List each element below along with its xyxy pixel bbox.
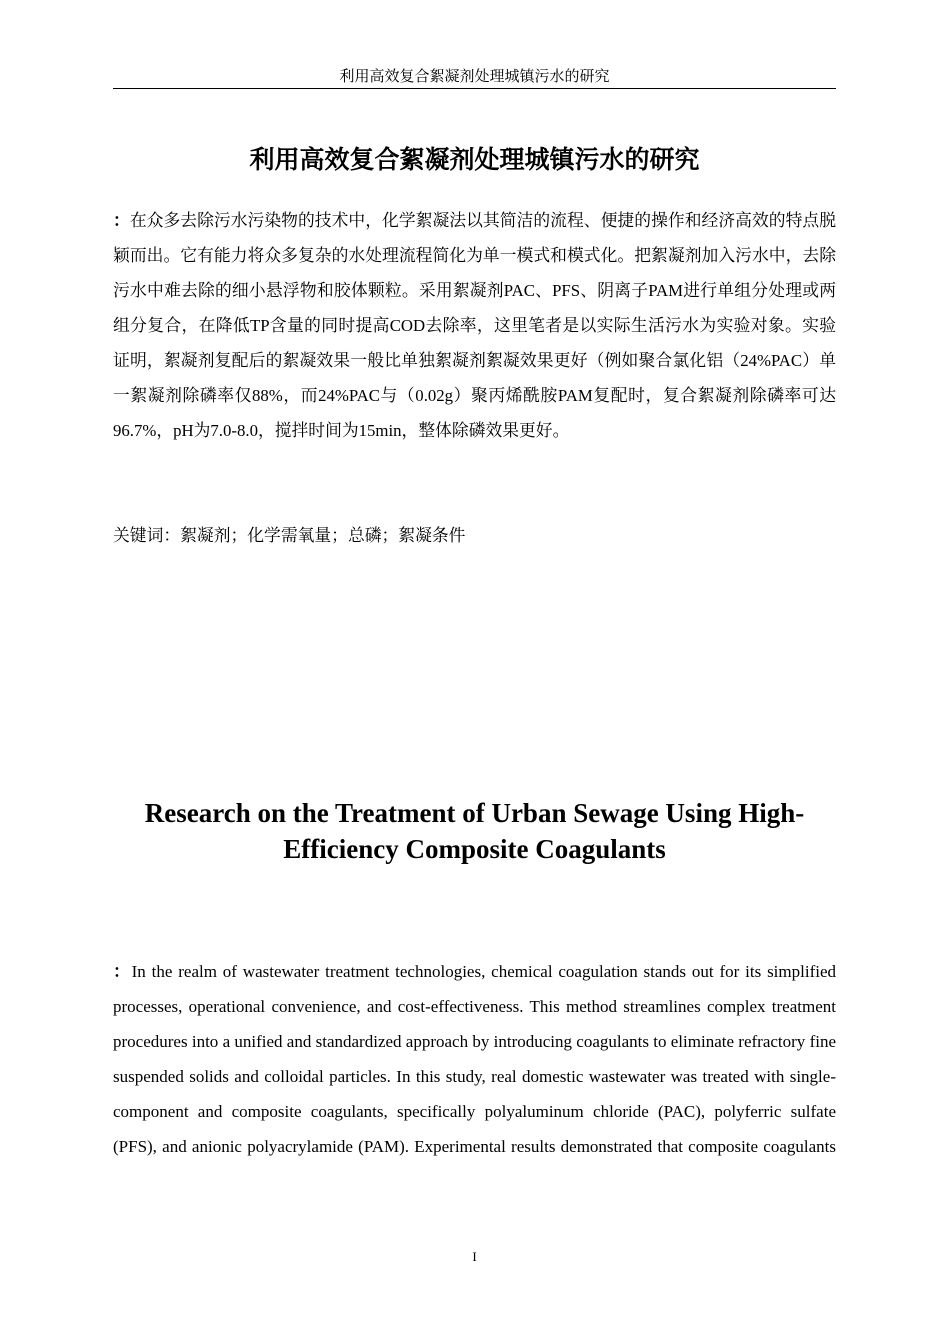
keywords-text: 絮凝剂；化学需氧量；总磷；絮凝条件 [180, 526, 466, 545]
chinese-abstract [113, 203, 836, 448]
chinese-abstract-text: 在众多去除污水污染物的技术中，化学絮凝法以其简洁的流程、便捷的操作和经济高效的特点脱颖而出。它有能力将众多复杂的水处理流程简化为单一模式和模式化。把絮凝剂加入污水中，去除污水中难去除的细小悬浮物和胶体颗粒。采用絮凝剂PAC、PFS、阴离子PAM进行单组分处理或两组分复合，在降低TP含量的同时提高COD去除率，这里笔者是以实际生活污水为实验对象。实验证明，絮凝剂复配后的絮凝效果一般比单独絮凝剂絮凝效果更好（例如聚合氯化铝（24%PAC）单一絮凝剂除磷率仅88%，而24%PAC与（0.02g）聚丙烯酰胺PAM复配时，复合絮凝剂除磷率可达96.7%，pH为7.0-8.0，搅拌时间为15min，整体除磷效果更好。 [113, 211, 836, 440]
page-number: I [472, 1249, 477, 1264]
chinese-abstract-marker: ： [113, 211, 130, 230]
english-abstract [113, 954, 836, 1164]
chinese-keywords [113, 518, 836, 553]
english-abstract-marker: ： [113, 962, 132, 981]
chinese-title: 利用高效复合絮凝剂处理城镇污水的研究 [249, 145, 700, 174]
running-header: 利用高效复合絮凝剂处理城镇污水的研究 [113, 66, 836, 89]
keywords-label: 关键词： [113, 525, 181, 545]
english-title: Research on the Treatment of Urban Sewage Using High-Efficiency Composite Coagulants [144, 798, 805, 864]
english-abstract-text: In the realm of wastewater treatment technologies, chemical coagulation stands out for its simplified processes, operational convenience, and cost-effectiveness. This method streamlines complex treatment procedures into a unified and standardized approach by introducing coagulants to eliminate refractory fine suspended solids and colloidal particles. In this study, real domestic wastewater was treated with single-component and composite coagulants, specifically polyaluminum chloride (PAC), polyferric sulfate (PFS), and anionic polyacrylamide (PAM). Experimental results demonstrated that composite coagulants [113, 962, 837, 1156]
